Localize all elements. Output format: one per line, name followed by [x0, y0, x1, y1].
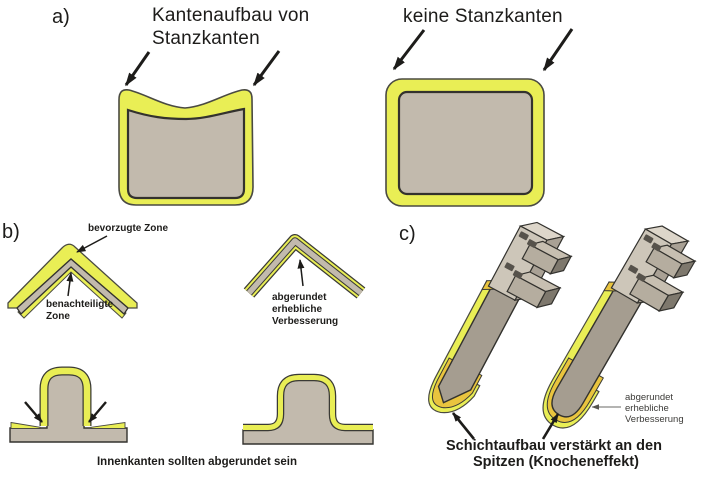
panel-a — [52, 5, 572, 206]
metal-core — [243, 380, 373, 444]
panel-c-caption: Schichtaufbau verstärkt an den Spitzen (Knocheneffekt) — [446, 438, 662, 470]
panel-b-label: b) — [2, 221, 20, 243]
metal-core — [10, 374, 127, 442]
title-no-punched-edges: keine Stanzkanten — [403, 6, 563, 27]
panel-c-label: c) — [399, 223, 416, 245]
metal-core — [399, 92, 532, 194]
t-profile-rounded — [243, 378, 373, 445]
arrow — [300, 260, 303, 286]
arrow — [254, 51, 279, 85]
panel-a-label: a) — [52, 6, 70, 28]
arrow — [126, 52, 149, 85]
arrow — [89, 402, 106, 422]
title-punched-edges: Kantenaufbau von Stanzkanten — [152, 5, 310, 49]
plate-coating — [11, 423, 40, 429]
tent-rounded — [249, 241, 361, 293]
plate-coating — [91, 423, 125, 429]
punched-edge-shape — [119, 90, 253, 205]
arrow — [544, 29, 572, 70]
label-rounded-improvement: abgerundet erhebliche Verbesserung — [272, 292, 339, 327]
metal-core — [128, 109, 244, 198]
panel-b-caption: Innenkanten sollten abgerundet sein — [96, 456, 298, 468]
panel-b — [2, 221, 373, 468]
arrow — [77, 236, 107, 252]
arrow — [453, 413, 474, 439]
label-preferred-zone: bevorzugte Zone — [88, 223, 169, 234]
label-disadvantaged-zone: benachteiligte Zone — [46, 299, 114, 322]
label-rounded-improvement-c: abgerundet erhebliche Verbesserung — [625, 392, 684, 425]
t-profile-sharp — [10, 371, 127, 442]
clean-edge-shape — [386, 79, 544, 206]
arrow — [25, 402, 42, 422]
arrow — [68, 273, 71, 296]
arrow — [394, 30, 424, 69]
panel-c — [399, 214, 706, 470]
